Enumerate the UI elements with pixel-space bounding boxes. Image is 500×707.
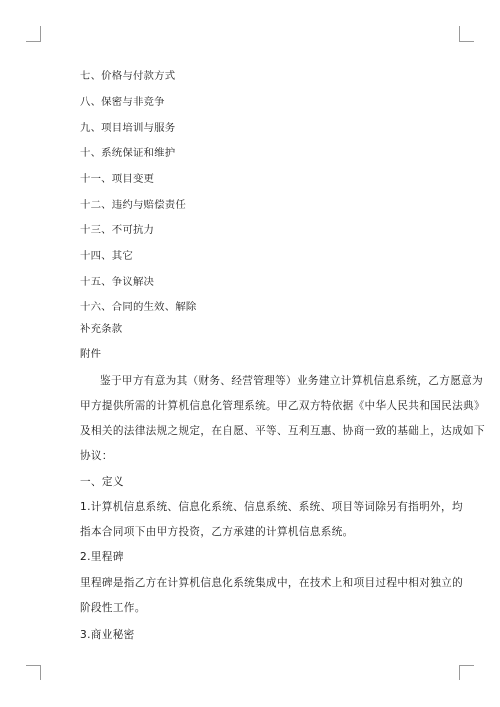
crop-mark-bottom-right-v (459, 665, 460, 680)
toc-item: 十四、其它 (80, 250, 133, 262)
toc-item: 附件 (80, 348, 102, 360)
clause-line: 阶段性工作。 (80, 602, 146, 614)
crop-mark-bottom-left-v (40, 665, 41, 680)
crop-mark-bottom-left-h (26, 665, 41, 666)
preamble-line: 及相关的法律法规之规定，在自愿、平等、互利互惠、协商一致的基础上，达成如下 (80, 425, 485, 437)
crop-mark-top-left-h (26, 41, 41, 42)
toc-item: 十五、争议解决 (80, 276, 155, 288)
toc-item: 十、系统保证和维护 (80, 147, 176, 159)
toc-item: 十六、合同的生效、解除 (80, 301, 197, 313)
section-heading: 一、定义 (80, 476, 124, 488)
preamble-line: 协议： (80, 450, 113, 462)
toc-item: 补充条款 (80, 323, 123, 335)
toc-item: 八、保密与非竞争 (80, 96, 165, 108)
preamble-line: 鉴于甲方有意为其（财务、经营管理等）业务建立计算机信息系统，乙方愿意为 (100, 375, 484, 387)
clause-heading: 3.商业秘密 (80, 629, 135, 641)
toc-item: 九、项目培训与服务 (80, 122, 176, 134)
crop-mark-bottom-right-h (459, 665, 474, 666)
clause-line: 指本合同项下由甲方投资，乙方承建的计算机信息系统。 (80, 526, 354, 538)
clause-line: 1.计算机信息系统、信息化系统、信息系统、系统、项目等词除另有指明外，均 (80, 501, 463, 513)
crop-mark-top-left-v (40, 26, 41, 41)
toc-item: 十一、项目变更 (80, 173, 155, 185)
clause-line: 里程碑是指乙方在计算机信息化系统集成中，在技术上和项目过程中相对独立的 (80, 577, 464, 589)
toc-item: 七、价格与付款方式 (80, 70, 176, 82)
crop-mark-top-right-v (459, 26, 460, 41)
clause-heading: 2.里程碑 (80, 551, 124, 563)
preamble-line: 甲方提供所需的计算机信息化管理系统。甲乙双方特依据《中华人民共和国民法典》 (80, 400, 485, 412)
toc-item: 十二、违约与赔偿责任 (80, 199, 186, 211)
toc-item: 十三、不可抗力 (80, 224, 155, 236)
crop-mark-top-right-h (459, 41, 474, 42)
